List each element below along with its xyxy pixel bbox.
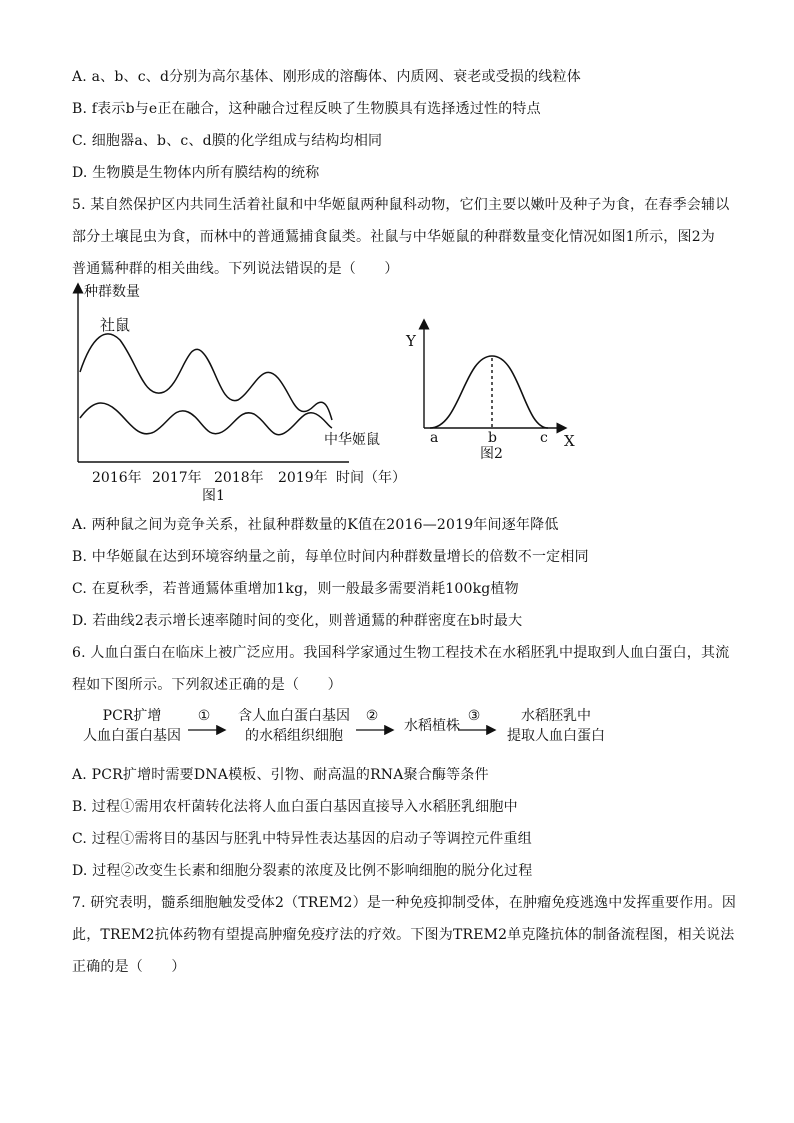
q5-option-c: C. 在夏秋季，若普通鵟体重增加1kg，则一般最多需要消耗100kg植物 [72, 581, 519, 597]
fig2-caption: 图2 [480, 446, 503, 462]
fig1-series-b-label: 中华姬鼠 [324, 432, 380, 448]
fig1-tick-2018: 2018年 [214, 470, 264, 486]
flow-step-plant: 水稻植株 [404, 718, 460, 734]
fig2-y-label: Y [406, 332, 416, 350]
flow-step-cells: 含人血白蛋白基因 [238, 708, 350, 724]
fig1-tick-2017: 2017年 [152, 470, 202, 486]
q5-option-b: B. 中华姬鼠在达到环境容纳量之前，每单位时间内种群数量增长的倍数不一定相同 [72, 549, 589, 565]
fig1-y-label: 种群数量 [84, 284, 140, 300]
q5-stem-line-3: 普通鵟种群的相关曲线。下列说法错误的是（ ） [72, 261, 399, 277]
q7-stem-line-1: 7. 研究表明，髓系细胞触发受体2（TREM2）是一种免疫抑制受体，在肿瘤免疫逃逸中发挥重要作用。因 [72, 895, 737, 911]
figure-1 [64, 282, 424, 504]
q4-option-a: A. a、b、c、d分别为高尔基体、刚形成的溶酶体、内质网、衰老或受损的线粒体 [72, 69, 581, 85]
q4-option-c: C. 细胞器a、b、c、d膜的化学组成与结构均相同 [72, 133, 383, 149]
q5-option-a: A. 两种鼠之间为竞争关系，社鼠种群数量的K值在2016—2019年间逐年降低 [72, 517, 559, 533]
q6-option-d: D. 过程②改变生长素和细胞分裂素的浓度及比例不影响细胞的脱分化过程 [72, 863, 533, 879]
q6-option-b: B. 过程①需用农杆菌转化法将人血白蛋白基因直接导入水稻胚乳细胞中 [72, 799, 518, 815]
q6-option-a: A. PCR扩增时需要DNA模板、引物、耐高温的RNA聚合酶等条件 [72, 767, 489, 783]
fig2-curve [430, 356, 548, 428]
flow-step-pcr-gene: 人血白蛋白基因 [83, 728, 181, 744]
q6-stem-line-1: 6. 人血白蛋白在临床上被广泛应用。我国科学家通过生物工程技术在水稻胚乳中提取到人血白蛋白，其流 [72, 645, 730, 661]
fig2-tick-c: c [540, 430, 548, 446]
fig2-x-label: X [564, 432, 575, 450]
flow-step-extract: 提取人血白蛋白 [507, 728, 605, 744]
q5-option-d: D. 若曲线2表示增长速率随时间的变化，则普通鵟的种群密度在b时最大 [72, 613, 523, 629]
q5-stem-line-1: 5. 某自然保护区内共同生活着社鼠和中华姬鼠两种鼠科动物，它们主要以嫩叶及种子为食，在春季会辅以 [72, 197, 730, 213]
fig1-series-b-curve [80, 403, 332, 435]
fig1-tick-2019: 2019年 [278, 470, 328, 486]
flow-step-endosperm: 水稻胚乳中 [521, 708, 591, 724]
fig2-tick-b: b [488, 430, 497, 446]
q6-option-c: C. 过程①需将目的基因与胚乳中特异性表达基因的启动子等调控元件重组 [72, 831, 532, 847]
fig1-series-a-label: 社鼠 [100, 316, 131, 334]
flow-step-2-marker: ② [365, 708, 379, 724]
fig1-x-label: 时间（年） [336, 470, 406, 486]
fig2-tick-a: a [430, 430, 439, 446]
figure-2 [398, 318, 594, 468]
q4-option-b: B. f表示b与e正在融合，这种融合过程反映了生物膜具有选择透过性的特点 [72, 101, 541, 117]
fig1-series-a-curve [80, 334, 332, 420]
fig1-tick-2016: 2016年 [92, 470, 142, 486]
q7-stem-line-3: 正确的是（ ） [72, 959, 186, 975]
flow-step-3-marker: ③ [467, 708, 481, 724]
q4-option-d: D. 生物膜是生物体内所有膜结构的统称 [72, 165, 320, 181]
q6-stem-line-2: 程如下图所示。下列叙述正确的是（ ） [72, 677, 342, 693]
q7-stem-line-2: 此，TREM2抗体药物有望提高肿瘤免疫疗法的疗效。下图为TREM2单克隆抗体的制备流程图，相关说法 [72, 927, 735, 943]
fig1-caption: 图1 [202, 488, 225, 504]
flow-diagram [72, 700, 632, 752]
q5-stem-line-2: 部分土壤昆虫为食，而林中的普通鵟捕食鼠类。社鼠与中华姬鼠的种群数量变化情况如图1所示，图2为 [72, 229, 716, 245]
flow-step-pcr: PCR扩增 [102, 708, 162, 724]
flow-step-1-marker: ① [197, 708, 211, 724]
flow-step-cells-2: 的水稻组织细胞 [245, 728, 343, 744]
